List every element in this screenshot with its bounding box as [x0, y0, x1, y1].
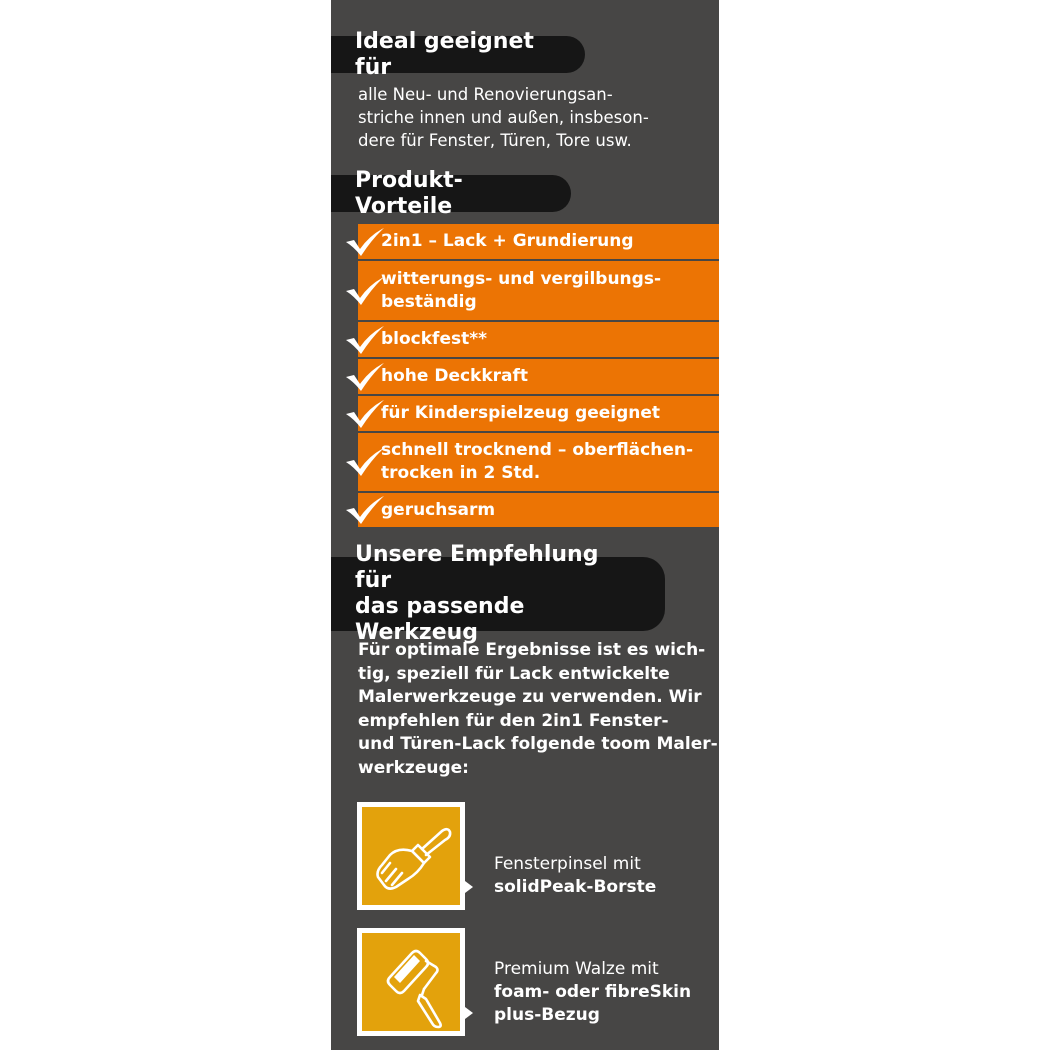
section-heading-ideal [331, 28, 585, 80]
section-heading-ideal-text: Ideal geeignet für [355, 28, 534, 80]
benefit-item [358, 359, 719, 394]
roller-tool-label [494, 958, 691, 1027]
section-heading-recommendation [331, 542, 665, 645]
checkmark-icon [344, 362, 386, 392]
brush-tool-label [494, 853, 656, 899]
brush-tool-tile [357, 802, 465, 910]
section-heading-benefits [331, 167, 571, 219]
tool-pointer-arrow [461, 1004, 473, 1022]
section-heading-benefits-text: Produkt-Vorteile [355, 167, 463, 219]
brush-tool-feature: solidPeak-Borste [494, 877, 657, 897]
benefit-item [358, 224, 719, 259]
benefit-text: witterungs- und vergilbungs- beständig [381, 268, 661, 312]
brush-tool-name: Fensterpinsel mit [494, 854, 641, 874]
benefit-item [358, 322, 719, 357]
roller-tool-tile [357, 928, 465, 1036]
recommendation-heading-line2: das passende Werkzeug [355, 594, 525, 645]
roller-tool-name: Premium Walze mit [494, 959, 659, 979]
benefit-text: 2in1 – Lack + Grundierung [381, 231, 634, 251]
roller-tool-feature-cont: plus-Bezug [494, 1005, 600, 1025]
checkmark-icon [344, 325, 386, 355]
recommendation-description: Für optimale Ergebnisse ist es wich- tig, speziell für Lack entwickelte Malerwerkzeuge zu verwenden. Wir empfehlen für den 2in1 Fenster- und Türen-Lack folgende toom Maler- werkzeuge: [358, 640, 718, 778]
roller-tool-feature: foam- oder fibreSkin [494, 982, 692, 1002]
checkmark-icon [344, 227, 386, 257]
benefit-text: hohe Deckkraft [381, 366, 529, 386]
paint-roller-icon [362, 933, 460, 1031]
benefit-text: schnell trocknend – oberflächen- trocken in 2 Std. [381, 440, 694, 483]
benefit-item [358, 261, 719, 320]
recommendation-heading-line1: Unsere Empfehlung für [355, 542, 599, 593]
benefit-text: blockfest** [381, 329, 488, 349]
benefit-item [358, 493, 719, 527]
checkmark-icon [344, 276, 386, 306]
checkmark-icon [344, 399, 386, 429]
ideal-description: alle Neu- und Renovierungsan- striche innen und außen, insbeson- dere für Fenster, Türen, Tore usw. [358, 85, 649, 150]
tool-pointer-arrow [461, 878, 473, 896]
paintbrush-icon [362, 807, 460, 905]
benefit-item [358, 433, 719, 491]
benefit-text: für Kinderspielzeug geeignet [381, 403, 661, 423]
benefit-text: geruchsarm [381, 499, 496, 520]
checkmark-icon [344, 447, 386, 477]
checkmark-icon [344, 495, 386, 525]
benefit-item [358, 396, 719, 431]
product-info-panel [331, 0, 719, 1050]
